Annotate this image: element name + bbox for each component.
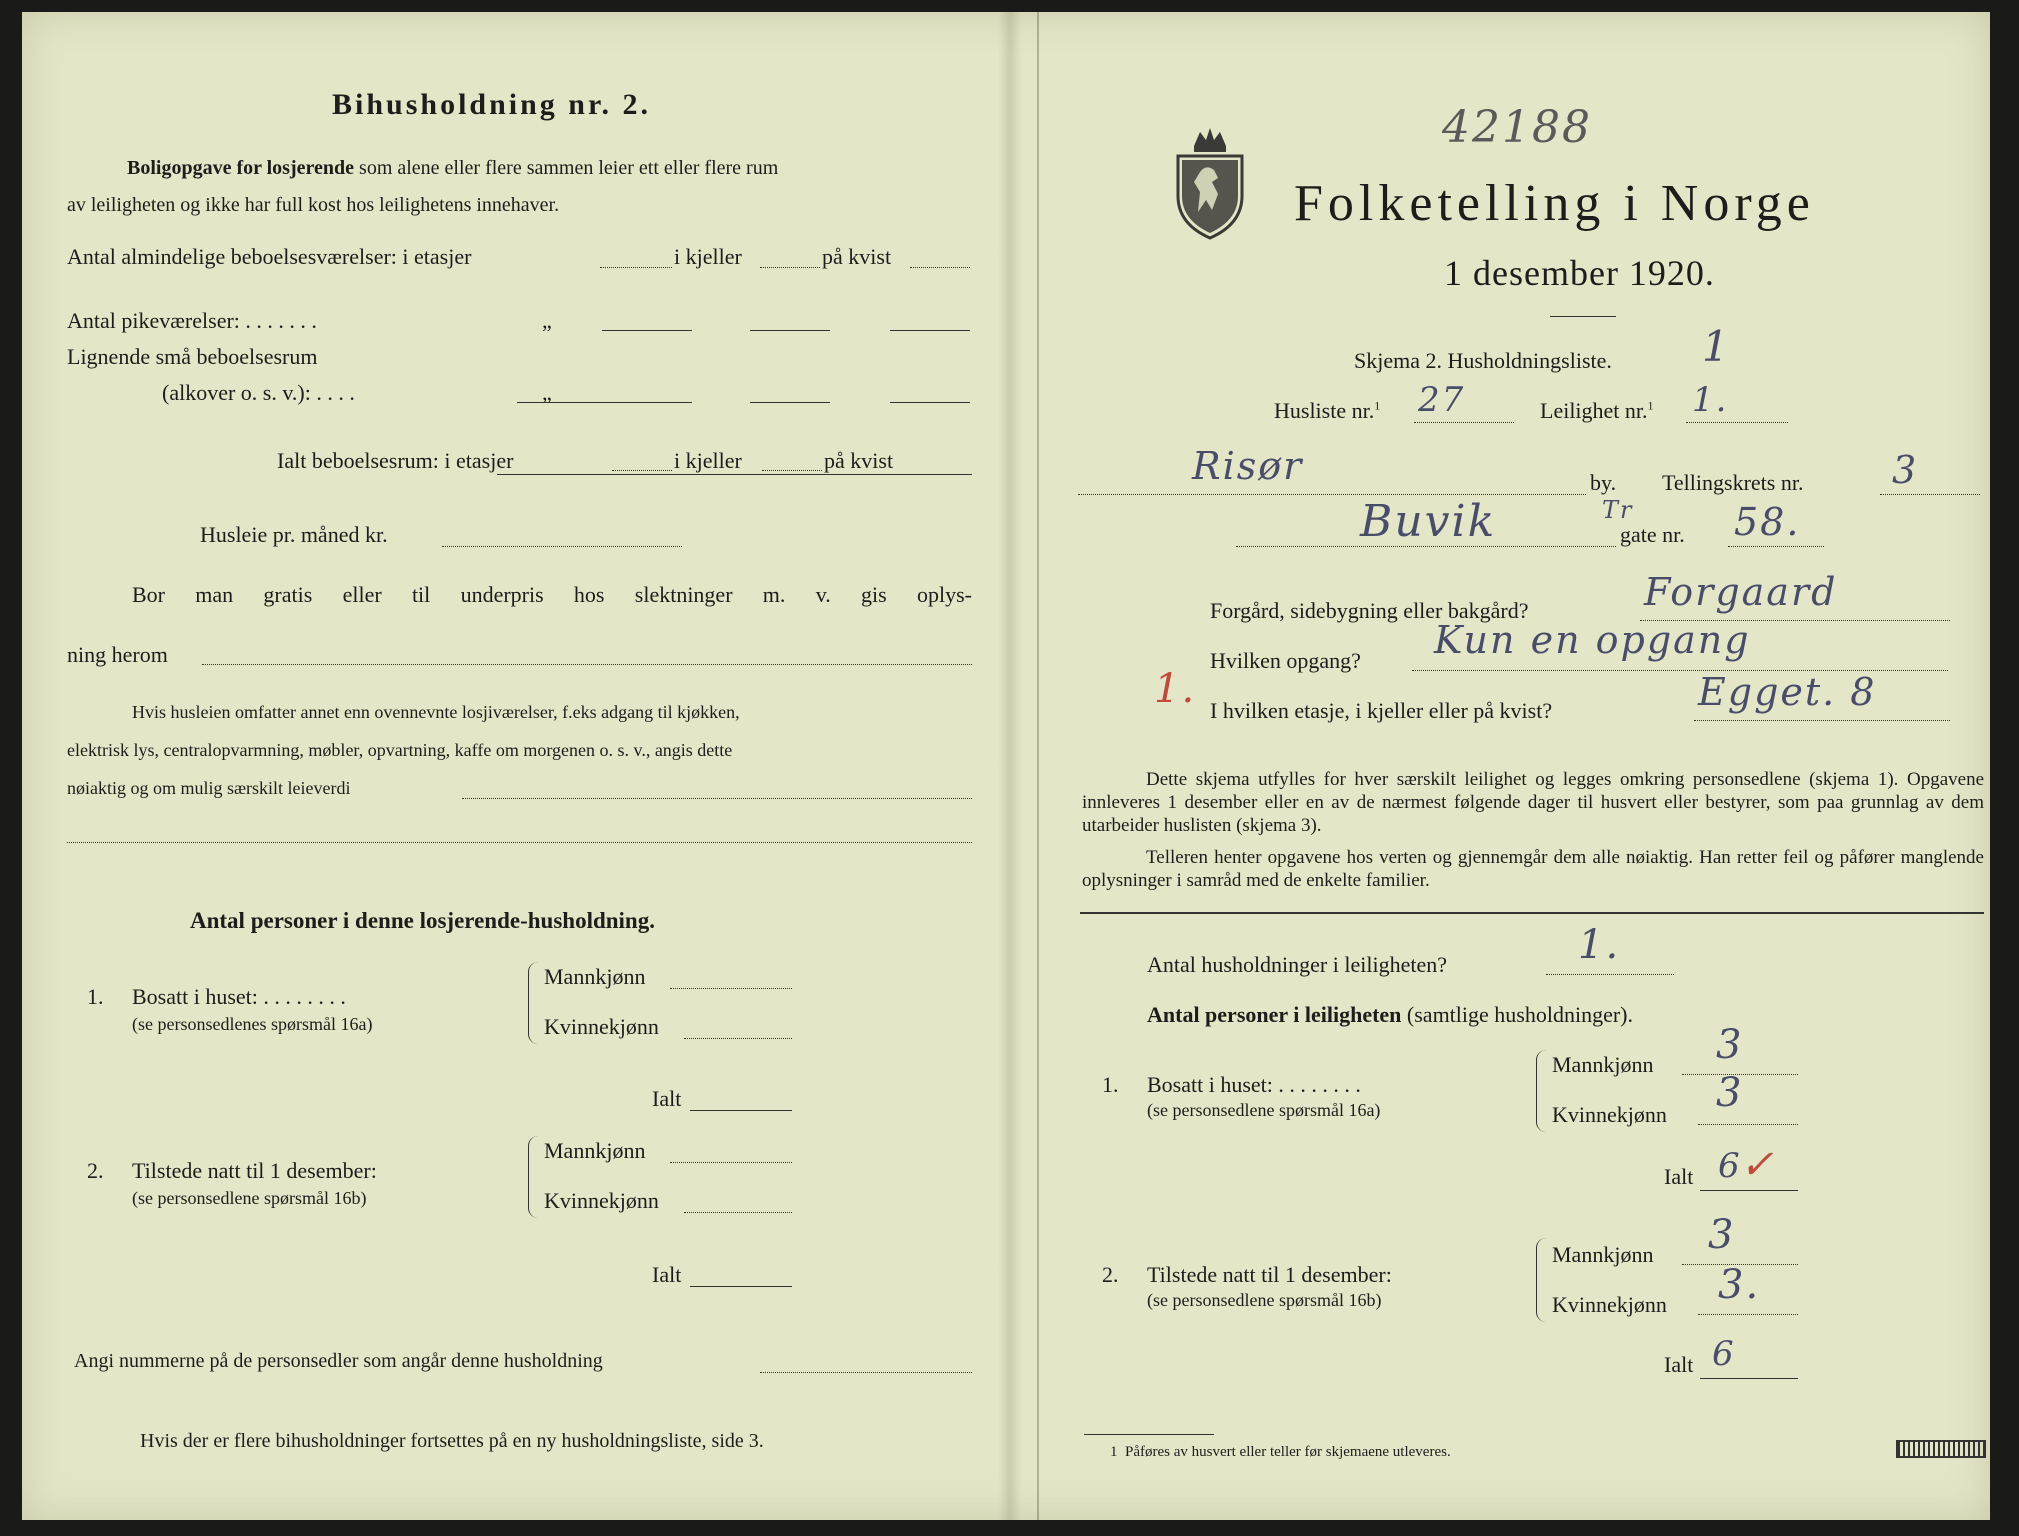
left-q1-mann-field[interactable]	[670, 988, 792, 989]
left-q2-kvinne-field[interactable]	[684, 1212, 792, 1213]
husholdninger-hw: 1.	[1578, 922, 1621, 968]
left-q1-ialt-label: Ialt	[652, 1086, 682, 1111]
right-q2-kvinne-label: Kvinnekjønn	[1552, 1292, 1667, 1317]
title-rule	[1550, 316, 1616, 317]
left-q2-label: Tilstede natt til 1 desember:	[132, 1158, 377, 1183]
skjema-label: Skjema 2. Husholdningsliste.	[1354, 348, 1612, 373]
leilighet-field[interactable]	[1686, 422, 1788, 423]
alkover-kjeller-field[interactable]	[750, 402, 830, 403]
right-q2-brace	[1536, 1238, 1547, 1322]
etasje-label: I hvilken etasje, i kjeller eller på kvist?	[1210, 698, 1553, 723]
leilighet-label	[1540, 398, 1654, 424]
left-q1-mann-label: Mannkjønn	[544, 964, 646, 989]
angi-label: Angi nummerne på de personsedler som angår denne husholdning	[74, 1350, 603, 1372]
forgard-label: Forgård, sidebygning eller bakgård?	[1210, 598, 1529, 623]
gate-field[interactable]	[1728, 546, 1824, 547]
instructions-2: Telleren henter opgavene hos verten og gjennemgår dem alle nøiaktig. Han retter feil og påfører manglende oplysninger i samråd med de enkelte familier.	[1082, 847, 1984, 891]
right-q2-label: Tilstede natt til 1 desember:	[1147, 1262, 1392, 1287]
rooms-etasjer-field[interactable]	[600, 267, 672, 268]
antal-bold: Antal personer i leiligheten	[1147, 1002, 1402, 1027]
instructions-1: Dette skjema utfylles for hver særskilt leilighet og legges omkring personsedlene (skjema 1). Opgavene innleveres 1 desember eller en av de nærmest følgende dager til husvert eller bestyrer, som paa grunnlag av dem utarbeider huslisten (skjema 3).	[1082, 769, 1984, 836]
right-q1-num: 1.	[1102, 1072, 1119, 1097]
left-q2-brace	[528, 1136, 539, 1218]
pike-kvist-field[interactable]	[890, 330, 970, 331]
pike-kjeller-field[interactable]	[750, 330, 830, 331]
antal-leilighet-heading	[1147, 1002, 1633, 1028]
gate-label: gate nr.	[1620, 522, 1685, 547]
page-fold	[1037, 12, 1039, 1520]
footnote-text: Påføres av husvert eller teller før skjemaene utleveres.	[1125, 1444, 1451, 1460]
street-hw-extra: Tr	[1602, 496, 1634, 524]
intro-rest-1: som alene eller flere sammen leier ett eller flere rum	[359, 157, 779, 179]
left-q2-mann-label: Mannkjønn	[544, 1138, 646, 1163]
husleie-label: Husleie pr. måned kr.	[200, 522, 388, 547]
gate-hw: 58.	[1734, 500, 1801, 544]
right-q1-brace	[1536, 1050, 1547, 1132]
town-hw: Risør	[1192, 444, 1304, 488]
angi-field[interactable]	[760, 1372, 972, 1373]
printer-mark-icon	[1896, 1440, 1986, 1458]
right-q2-ialt-hw: 6	[1712, 1334, 1736, 1374]
footnote-sup: 1	[1110, 1444, 1118, 1460]
gratis-line-1: Bor man gratis eller til underpris hos slektninger m. v. gis oplys-	[132, 582, 972, 607]
right-q2-num: 2.	[1102, 1262, 1119, 1287]
red-margin-mark: 1.	[1154, 666, 1197, 712]
opgang-hw: Kun en opgang	[1434, 618, 1751, 662]
left-q1-num: 1.	[87, 984, 104, 1009]
census-date: 1 desember 1920.	[1444, 253, 1715, 293]
right-q2-ialt-field[interactable]	[1700, 1378, 1798, 1379]
rooms-etasjer-label: Antal almindelige beboelsesværelser: i etasjer	[67, 244, 472, 269]
husliste-sup: 1	[1374, 398, 1381, 413]
rooms-kjeller-field[interactable]	[760, 267, 820, 268]
ialt-kjeller-field[interactable]	[762, 470, 822, 471]
left-q1-brace	[528, 962, 539, 1044]
skjema-hw: 1	[1702, 322, 1731, 371]
krets-hw: 3	[1892, 448, 1919, 492]
left-footer: Hvis der er flere bihusholdninger fortsettes på en ny husholdningsliste, side 3.	[140, 1430, 764, 1452]
right-q1-kvinne-label: Kvinnekjønn	[1552, 1102, 1667, 1127]
right-q2-mann-label: Mannkjønn	[1552, 1242, 1654, 1267]
opgang-label: Hvilken opgang?	[1210, 648, 1361, 673]
census-sheet	[22, 12, 1990, 1520]
left-q1-label: Bosatt i huset: . . . . . . . .	[132, 984, 346, 1009]
leilighet-text: Leilighet nr.	[1540, 398, 1648, 423]
hvis-line-1: Hvis husleien omfatter annet enn ovennevnte losjiværelser, f.eks adgang til kjøkken,	[132, 702, 740, 722]
husleie-field[interactable]	[442, 546, 682, 547]
leieverdi-field-2[interactable]	[67, 842, 972, 843]
pike-etasjer-field[interactable]	[602, 330, 692, 331]
rooms-kjeller-label: i kjeller	[674, 244, 742, 269]
right-q2-sub: (se personsedlene spørsmål 16b)	[1147, 1290, 1382, 1310]
right-q1-sub: (se personsedlene spørsmål 16a)	[1147, 1100, 1381, 1120]
right-q1-kvinne-field[interactable]	[1698, 1124, 1798, 1125]
husliste-field[interactable]	[1414, 422, 1514, 423]
right-q2-kvinne-field[interactable]	[1698, 1314, 1798, 1315]
left-q2-ialt-label: Ialt	[652, 1262, 682, 1287]
ialt-kjeller-label: i kjeller	[674, 448, 742, 473]
right-q1-mann-hw: 3	[1716, 1022, 1744, 1068]
footnote-rule	[1084, 1434, 1214, 1435]
ialt-rooms-underline	[497, 474, 972, 475]
left-q1-ialt-field[interactable]	[690, 1110, 792, 1111]
right-title: Folketelling i Norge	[1294, 175, 1815, 232]
section-rule	[1080, 912, 1984, 914]
right-q2-kvinne-hw: 3.	[1718, 1262, 1761, 1308]
hvis-line-2: elektrisk lys, centralopvarmning, møbler, opvartning, kaffe om morgenen o. s. v., angis dette	[67, 740, 733, 760]
gratis-field[interactable]	[202, 664, 972, 665]
left-q1-kvinne-label: Kvinnekjønn	[544, 1014, 659, 1039]
alkover-label-b: (alkover o. s. v.): . . . .	[162, 380, 355, 405]
right-q1-label: Bosatt i huset: . . . . . . . .	[1147, 1072, 1361, 1097]
krets-label: Tellingskrets nr.	[1662, 470, 1804, 495]
rooms-kvist-field[interactable]	[910, 267, 970, 268]
intro-line-1	[127, 157, 778, 180]
street-hw: Buvik	[1360, 496, 1497, 547]
pike-quote: „	[542, 308, 552, 333]
right-q1-ialt-field[interactable]	[1700, 1190, 1798, 1191]
husliste-hw: 27	[1418, 380, 1466, 420]
left-antal-heading: Antal personer i denne losjerende-husholdning.	[190, 908, 655, 933]
etasje-hw: Egget. 8	[1698, 670, 1877, 714]
left-q2-sub: (se personsedlene spørsmål 16b)	[132, 1188, 367, 1208]
footnote	[1110, 1444, 1451, 1461]
husholdninger-label: Antal husholdninger i leiligheten?	[1147, 952, 1447, 977]
etasje-field[interactable]	[1694, 720, 1950, 721]
right-q2-mann-hw: 3	[1708, 1212, 1736, 1258]
husholdninger-field[interactable]	[1546, 974, 1674, 975]
ialt-rooms-label: Ialt beboelsesrum: i etasjer	[277, 448, 514, 473]
rooms-kvist-label: på kvist	[822, 244, 892, 269]
red-tick-mark: ✓	[1740, 1142, 1776, 1188]
right-q1-ialt-hw: 6	[1718, 1146, 1742, 1186]
left-q1-sub: (se personsedlenes spørsmål 16a)	[132, 1014, 373, 1034]
pike-label: Antal pikeværelser: . . . . . . .	[67, 308, 317, 333]
norwegian-coat-of-arms-icon	[1172, 124, 1248, 242]
archive-number: 42188	[1442, 102, 1592, 153]
krets-field[interactable]	[1880, 494, 1980, 495]
left-q2-num: 2.	[87, 1158, 104, 1183]
hvis-line-3: nøiaktig og om mulig særskilt leieverdi	[67, 778, 351, 798]
alkover-kvist-field[interactable]	[890, 402, 970, 403]
right-q1-ialt-label: Ialt	[1664, 1164, 1694, 1189]
ialt-etasjer-field[interactable]	[612, 470, 672, 471]
left-title: Bihusholdning nr. 2.	[332, 88, 652, 121]
town-field[interactable]	[1078, 494, 1586, 495]
left-q2-ialt-field[interactable]	[690, 1286, 792, 1287]
left-q1-kvinne-field[interactable]	[684, 1038, 792, 1039]
left-q2-mann-field[interactable]	[670, 1162, 792, 1163]
intro-line-2: av leiligheten og ikke har full kost hos leilighetens innehaver.	[67, 194, 560, 216]
by-label: by.	[1590, 470, 1617, 495]
forgard-hw: Forgaard	[1644, 570, 1838, 614]
street-field[interactable]	[1236, 546, 1616, 547]
right-q1-kvinne-hw: 3	[1716, 1070, 1744, 1116]
alkover-etasjer-field[interactable]	[517, 402, 692, 403]
right-q1-mann-label: Mannkjønn	[1552, 1052, 1654, 1077]
husliste-label	[1274, 398, 1380, 424]
leilighet-hw: 1.	[1692, 380, 1729, 420]
husliste-text: Husliste nr.	[1274, 398, 1375, 423]
gratis-line-2: ning herom	[67, 642, 168, 667]
antal-rest: (samtlige husholdninger).	[1406, 1002, 1633, 1027]
intro-bold: Boligopgave for losjerende	[127, 157, 355, 179]
alkover-quote: „	[542, 380, 552, 405]
ialt-kvist-label: på kvist	[824, 448, 894, 473]
right-q2-ialt-label: Ialt	[1664, 1352, 1694, 1377]
leilighet-sup: 1	[1647, 398, 1654, 413]
left-q2-kvinne-label: Kvinnekjønn	[544, 1188, 659, 1213]
alkover-label-a: Lignende små beboelsesrum	[67, 344, 318, 369]
leieverdi-field[interactable]	[462, 798, 972, 799]
